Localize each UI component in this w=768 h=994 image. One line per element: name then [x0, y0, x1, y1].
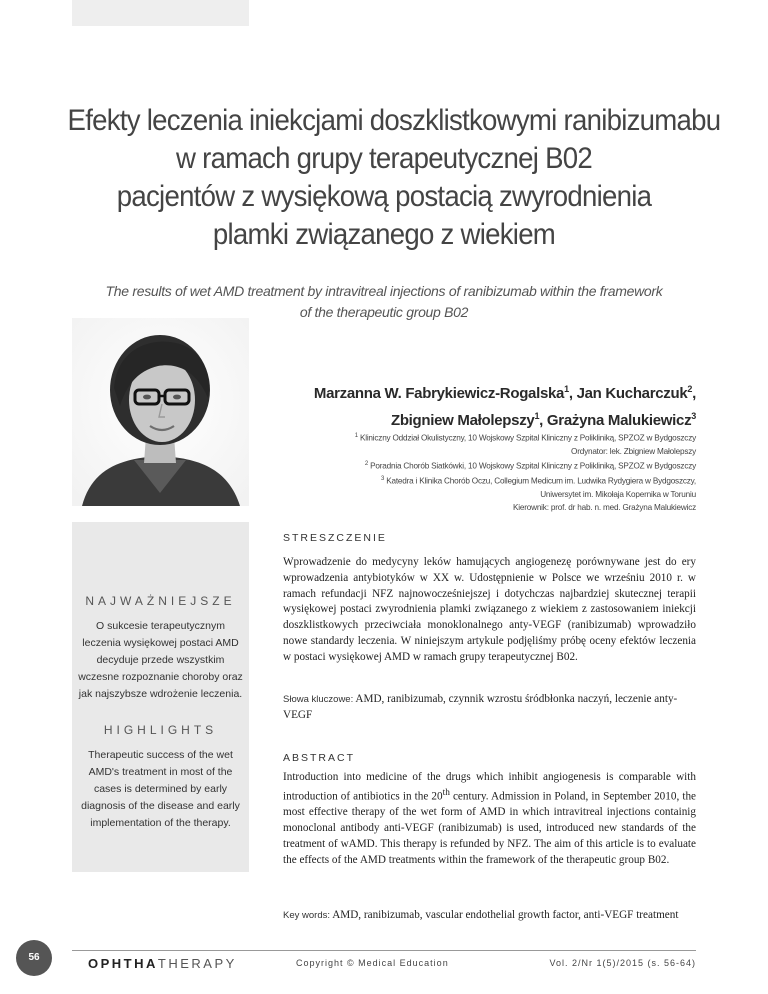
author-name: Marzanna W. Fabrykiewicz-Rogalska	[313, 385, 565, 402]
title-line: plamki związanego z wiekiem	[212, 218, 556, 251]
subtitle-line: The results of wet AMD treatment by intravitreal injections of ranibizumab within the framework	[105, 283, 663, 299]
english-title	[70, 281, 698, 323]
affiliation-mark: 3	[691, 411, 696, 421]
affiliation-line: Katedra i Klinika Chorób Oczu, Collegium Medicum im. Ludwika Rydygiera w Bydgoszczy,	[386, 476, 696, 486]
authors: Marzanna W. Fabrykiewicz-Rogalska$^1$, Jan Kucharczuk$^2$, Zbigniew Małolepszy$^1$, Grażyna Malukiewicz$^3$	[313, 384, 696, 429]
affiliation-mark: 3	[381, 476, 385, 483]
subtitle-line: of the therapeutic group B02	[299, 304, 469, 320]
author-name: Zbigniew Małolepszy	[390, 412, 535, 429]
affiliation-line: Uniwersytet im. Mikołaja Kopernika w Toruniu	[540, 490, 696, 500]
affiliation-mark: 1	[354, 433, 358, 439]
keywords-label: Key words:	[283, 910, 330, 921]
highlights-sidebar	[72, 522, 249, 872]
abstract-text-part: Introduction into medicine of the drugs which inhibit angiogenesis is comparable with introduction of antibiotics in the 20	[283, 771, 696, 803]
author-portrait-image	[72, 318, 249, 506]
copyright: Copyright © Medical Education	[296, 958, 449, 968]
affiliation-line: Kierownik: prof. dr hab. n. med. Grażyna Malukiewicz	[513, 503, 696, 513]
affiliation-mark: 1	[534, 411, 540, 421]
keywords-en	[283, 908, 696, 924]
affiliation-line: Kliniczny Oddział Okulistyczny, 10 Wojskowy Szpital Kliniczny z Polikliniką, SPZOZ w Bydgoszczy	[359, 433, 696, 443]
title-line: pacjentów z wysiękową postacią zwyrodnienia	[116, 180, 652, 213]
keywords-text: AMD, ranibizumab, vascular endothelial growth factor, anti-VEGF treatment	[332, 909, 679, 921]
affiliation-mark: 2	[687, 384, 693, 394]
sidebar-text-en: Therapeutic success of the wet AMD's treatment in most of the cases is determined by early diagnosis of the disease and early implementation of the therapy.	[81, 749, 240, 829]
affiliation-mark: 1	[564, 384, 569, 394]
keywords-pl	[283, 692, 696, 724]
author-name: Grażyna Malukiewicz	[546, 412, 692, 429]
page-number: 56	[16, 940, 52, 976]
abstract-text-part: century. Admission in Poland, in September 2010, the most effective therapy of the wet form of AMD in which intravitreal injections containig monoclonal antibody anti-VEGF (ranibizumab) is used, introduced new standards of the treatment of wAMD. This therapy is refunded by NFZ. The aim of this article is to evaluate the effects of the AMD treatments within the framework of the therapeutic group B02.	[283, 790, 697, 866]
journal-logo	[88, 956, 237, 971]
title-line: w ramach grupy terapeutycznej B02	[175, 142, 593, 175]
abstract-text	[283, 770, 696, 869]
author-name: Jan Kucharczuk	[576, 385, 688, 402]
sidebar-heading-en: HIGHLIGHTS	[103, 723, 218, 737]
sidebar-heading-pl: NAJWAŻNIEJSZE	[85, 594, 236, 608]
abstract-heading: ABSTRACT	[283, 752, 356, 764]
sidebar-text-pl: O sukcesie terapeutycznym leczenia wysiękowej postaci AMD decyduje przede wszystkim wczesne rozpoznanie choroby oraz jak najszybsze wdrożenie leczenia.	[78, 620, 243, 700]
streszczenie-heading: STRESZCZENIE	[283, 532, 387, 544]
logo-part: OPHTHA	[88, 956, 158, 971]
superscript: th	[442, 787, 450, 798]
affiliation-line: Ordynator: lek. Zbigniew Małolepszy	[571, 446, 696, 456]
title-line: Efekty leczenia iniekcjami doszklistkowymi ranibizumabu	[67, 104, 721, 137]
footer-divider	[72, 950, 696, 951]
author-photo	[72, 318, 249, 506]
affiliations	[256, 430, 696, 514]
header-bar	[72, 0, 249, 26]
affiliation-line: Poradnia Chorób Siatkówki, 10 Wojskowy Szpital Kliniczny z Polikliniką, SPZOZ w Bydgoszczy	[370, 461, 696, 471]
volume-info: Vol. 2/Nr 1(5)/2015 (s. 56-64)	[549, 958, 696, 968]
streszczenie-text: Wprowadzenie do medycyny leków hamujących angiogenezę porównywane jest do ery wprowadzenia antybiotyków w XX w. Udostępnienie w Polsce we wrześniu 2010 r. w ramach refundacji NFZ najnowocześniejszej i dotychczas najbardziej skutecznej terapii wysiękowej postaci zwyrodnienia plamki związanego z wiekiem z zastosowaniem iniekcji doszklistkowych przeciwciała monoklonalnego anty-VEGF (ranibizumab) wprowadziło nowe standardy leczenia. W niniejszym artykule podjęliśmy próbę oceny efektów leczenia w postaci wysiękowej AMD w ramach grupy terapeutycznej B02.	[283, 556, 696, 663]
keywords-label: Słowa kluczowe:	[283, 694, 354, 705]
logo-part: THERAPY	[157, 956, 237, 971]
article-title	[67, 102, 721, 254]
keywords-text: AMD, ranibizumab, czynnik wzrostu śródbłonka naczyń, leczenie anty-VEGF	[283, 693, 678, 721]
affiliation-mark: 2	[364, 461, 369, 468]
